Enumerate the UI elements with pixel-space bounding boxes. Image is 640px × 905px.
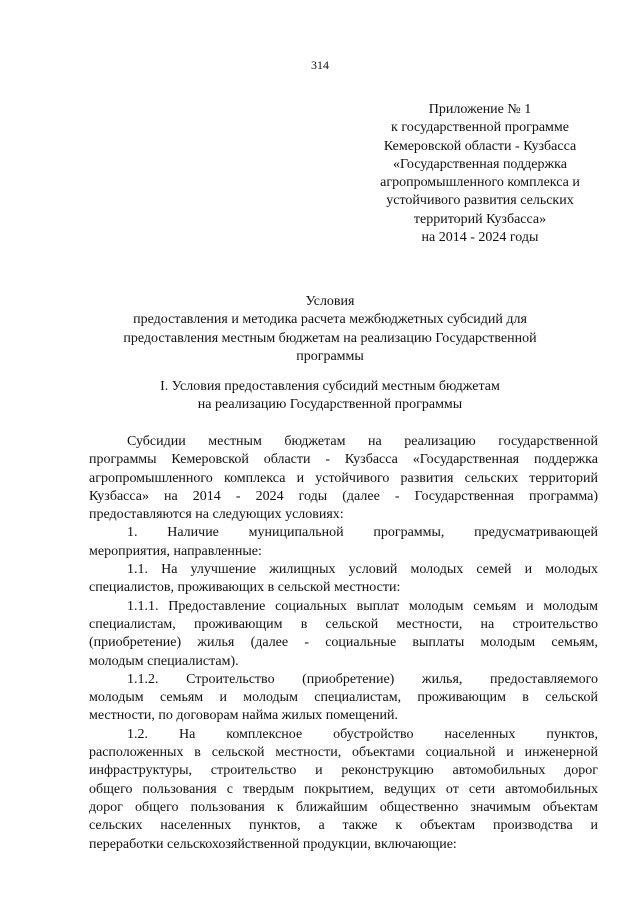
paragraph-line: дорог общего пользования к ближайшим общественно значимым объектам [89, 799, 598, 815]
appendix-line: к государственной программе [391, 120, 569, 136]
paragraph-line: Субсидии местным бюджетам на реализацию государственной [127, 434, 598, 449]
document-title [100, 293, 560, 366]
appendix-line: агропромышленного комплекса и [380, 175, 580, 191]
paragraph-line: общего пользования с твердым покрытием, ведущих от сети автомобильных [89, 781, 598, 797]
paragraph-line: молодым семьям и молодым специалистам, проживающим в сельской [89, 690, 598, 706]
paragraph-line: 1.2. На комплексное обустройство населенных пунктов, [127, 726, 598, 742]
paragraph-line: агропромышленного комплекса и устойчивого развития сельских территорий [89, 470, 598, 486]
paragraph-line: (приобретение) жилья (далее - социальные выплаты молодым семьям, [89, 635, 598, 651]
paragraph-line: программы Кемеровской области - Кузбасса «Государственная поддержка [89, 452, 598, 468]
page-number: 314 [311, 58, 329, 72]
section-heading-line: на реализацию Государственной программы [197, 397, 463, 413]
paragraph-line: переработки сельскохозяйственной продукции, включающие: [89, 836, 457, 852]
paragraph-line: молодым специалистам). [89, 653, 239, 669]
paragraph-line: 1.1.2. Строительство (приобретение) жилья, предоставляемого [127, 671, 598, 687]
paragraph-line: мероприятия, направленные: [89, 543, 262, 559]
paragraph-line: специалистам, проживающим в сельской местности, на строительство [89, 616, 598, 632]
paragraph-line: 1. Наличие муниципальной программы, предусматривающей [127, 525, 598, 541]
appendix-line: территорий Кузбасса» [413, 211, 547, 227]
paragraph-line: инфраструктуры, строительство и реконструкцию автомобильных дорог [89, 763, 598, 779]
appendix-header [352, 101, 608, 247]
paragraph-line: специалистов, проживающих в сельской местности: [89, 580, 401, 596]
paragraph-line: Кузбасса» на 2014 - 2024 годы (далее - Государственная программа) [89, 488, 598, 504]
paragraph-line: местности, по договорам найма жилых помещений. [89, 708, 399, 724]
appendix-line: Кемеровской области - Кузбасса [383, 138, 577, 154]
title-line: программы [296, 348, 364, 364]
paragraph-line: предоставляются на следующих условиях: [89, 507, 344, 523]
body-text [89, 433, 598, 854]
title-line: предоставления местным бюджетам на реализацию Государственной [123, 330, 537, 346]
appendix-line: устойчивого развития сельских [386, 193, 574, 209]
section-heading [100, 378, 560, 415]
paragraph-line: 1.1. На улучшение жилищных условий молодых семей и молодых [127, 562, 598, 578]
appendix-line: «Государственная поддержка [393, 156, 567, 172]
title-line: Условия [305, 294, 355, 309]
appendix-line: на 2014 - 2024 годы [421, 230, 539, 246]
appendix-line: Приложение № 1 [428, 102, 532, 117]
title-line: предоставления и методика расчета межбюджетных субсидий для [133, 312, 527, 328]
paragraph-line: расположенных в сельской местности, объектами социальной и инженерной [89, 745, 598, 761]
paragraph-line: сельских населенных пунктов, а также к объектам производства и [89, 818, 598, 834]
section-heading-line: I. Условия предоставления субсидий местным бюджетам [160, 379, 500, 394]
paragraph-line: 1.1.1. Предоставление социальных выплат молодым семьям и молодым [127, 598, 598, 614]
